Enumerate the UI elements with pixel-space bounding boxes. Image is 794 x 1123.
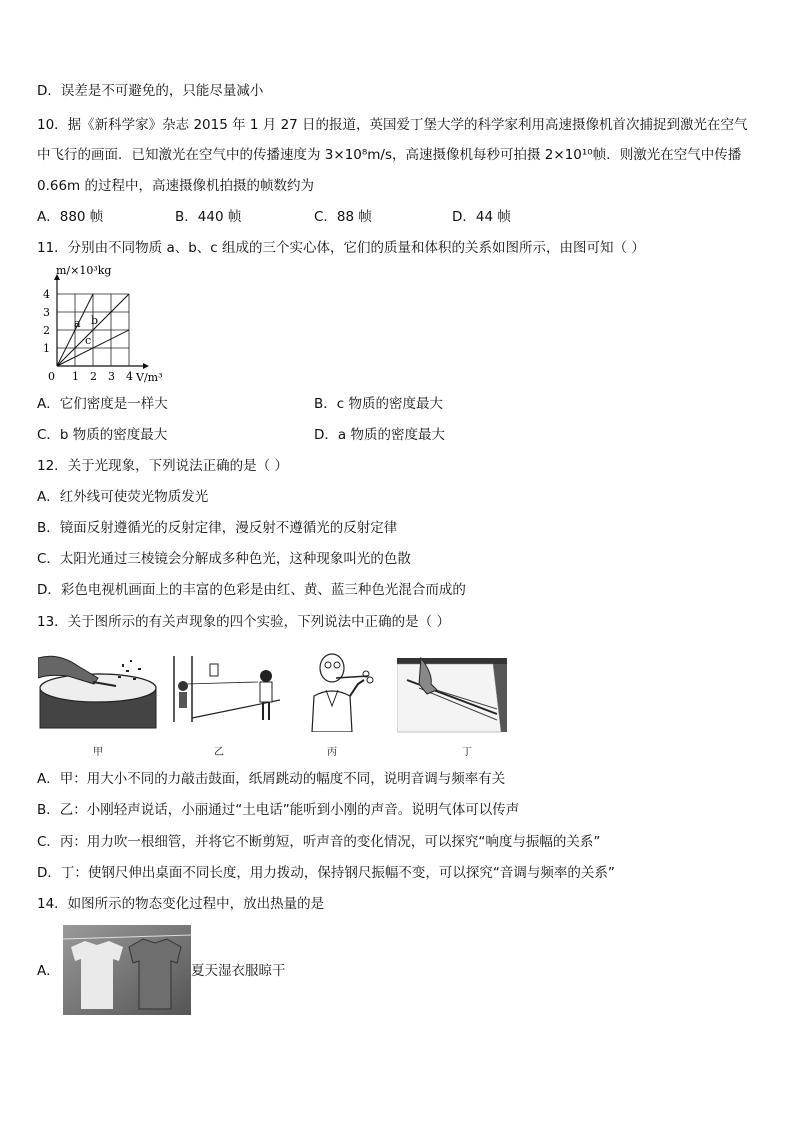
ruler-vibration-illustration [397,654,509,734]
x-tick-label: 3 [108,370,115,383]
series-label-a: a [74,317,81,330]
q9-option-d: D．误差是不可避免的，只能尽量减小 [37,83,264,99]
q14-option-a-label: A． [37,963,60,979]
y-tick-label: 4 [43,288,50,301]
series-label-c: c [85,334,92,347]
q14-stem: 14．如图所示的物态变化过程中，放出热量的是 [37,896,325,912]
caption-yi: 乙 [214,747,224,758]
x-tick-label: 0 [48,370,55,383]
q13-stem: 13．关于图所示的有关声现象的四个实验，下列说法中正确的是（ ） [37,614,450,630]
x-tick-label: 1 [72,370,79,383]
y-tick-label: 3 [43,306,50,319]
q11-option-a: A．它们密度是一样大 [37,396,168,412]
q12-option-a: A．红外线可使荧光物质发光 [37,489,209,505]
q10-option-b: B．440 帧 [175,209,242,225]
q11-option-d: D．a 物质的密度最大 [314,427,445,443]
q12-option-d: D．彩色电视机画面上的丰富的色彩是由红、黄、蓝三种色光混合而成的 [37,582,466,598]
q11-option-c: C．b 物质的密度最大 [37,427,168,443]
q13-option-c: C．丙：用力吹一根细管，并将它不断剪短，听声音的变化情况，可以探究“响度与振幅的关系” [37,834,601,850]
q10-option-c: C．88 帧 [314,209,372,225]
drum-experiment-illustration [38,648,158,732]
q13-option-b: B．乙：小刚轻声说话，小丽通过“土电话”能听到小刚的声音。说明气体可以传声 [37,802,520,818]
q12-stem: 12．关于光现象，下列说法正确的是（ ） [37,458,288,474]
chart-x-axis-label: V/m³ [136,371,163,384]
q12-option-b: B．镜面反射遵循光的反射定律，漫反射不遵循光的反射定律 [37,520,398,536]
q11-option-b: B．c 物质的密度最大 [314,396,443,412]
q13-option-a: A．甲：用大小不同的力敲击鼓面，纸屑跳动的幅度不同，说明音调与频率有关 [37,771,506,787]
q10-stem-line3: 0.66m 的过程中，高速摄像机拍摄的帧数约为 [37,178,314,194]
caption-bing: 丙 [327,747,337,758]
q10-stem-line2: 中飞行的画面．已知激光在空气中的传播速度为 3×10⁸m/s，高速摄像机每秒可拍摄 2×10¹⁰帧．则激光在空气中传播 [37,147,742,163]
y-tick-label: 1 [43,342,50,355]
q10-option-a: A．880 帧 [37,209,104,225]
x-tick-label: 2 [90,370,97,383]
q10-stem-line1: 10．据《新科学家》杂志 2015 年 1 月 27 日的报道，英国爱丁堡大学的科学家利用高速摄像机首次捕捉到激光在空气 [37,117,748,133]
caption-jia: 甲 [93,747,103,758]
q10-option-d: D．44 帧 [452,209,511,225]
wet-clothes-photo [63,925,191,1015]
x-tick-label: 4 [126,370,133,383]
q11-stem: 11．分别由不同物质 a、b、c 组成的三个实心体，它们的质量和体积的关系如图所示，由图可知（ ） [37,240,645,256]
blowing-straw-illustration [306,650,376,732]
caption-ding: 丁 [462,747,472,758]
chart-y-axis-label: m/×10³kg [56,264,112,277]
q14-option-a-text: 夏天湿衣服晾干 [191,963,286,979]
q12-option-c: C．太阳光通过三棱镜会分解成多种色光，这种现象叫光的色散 [37,551,411,567]
series-label-b: b [91,314,99,327]
x-axis-arrow [143,363,149,369]
y-tick-label: 2 [43,324,50,337]
mass-volume-chart [36,262,176,386]
string-telephone-illustration [170,656,282,724]
q13-option-d: D．丁：使钢尺伸出桌面不同长度，用力拨动，保持钢尺振幅不变，可以探究“音调与频率的关系” [37,865,615,881]
